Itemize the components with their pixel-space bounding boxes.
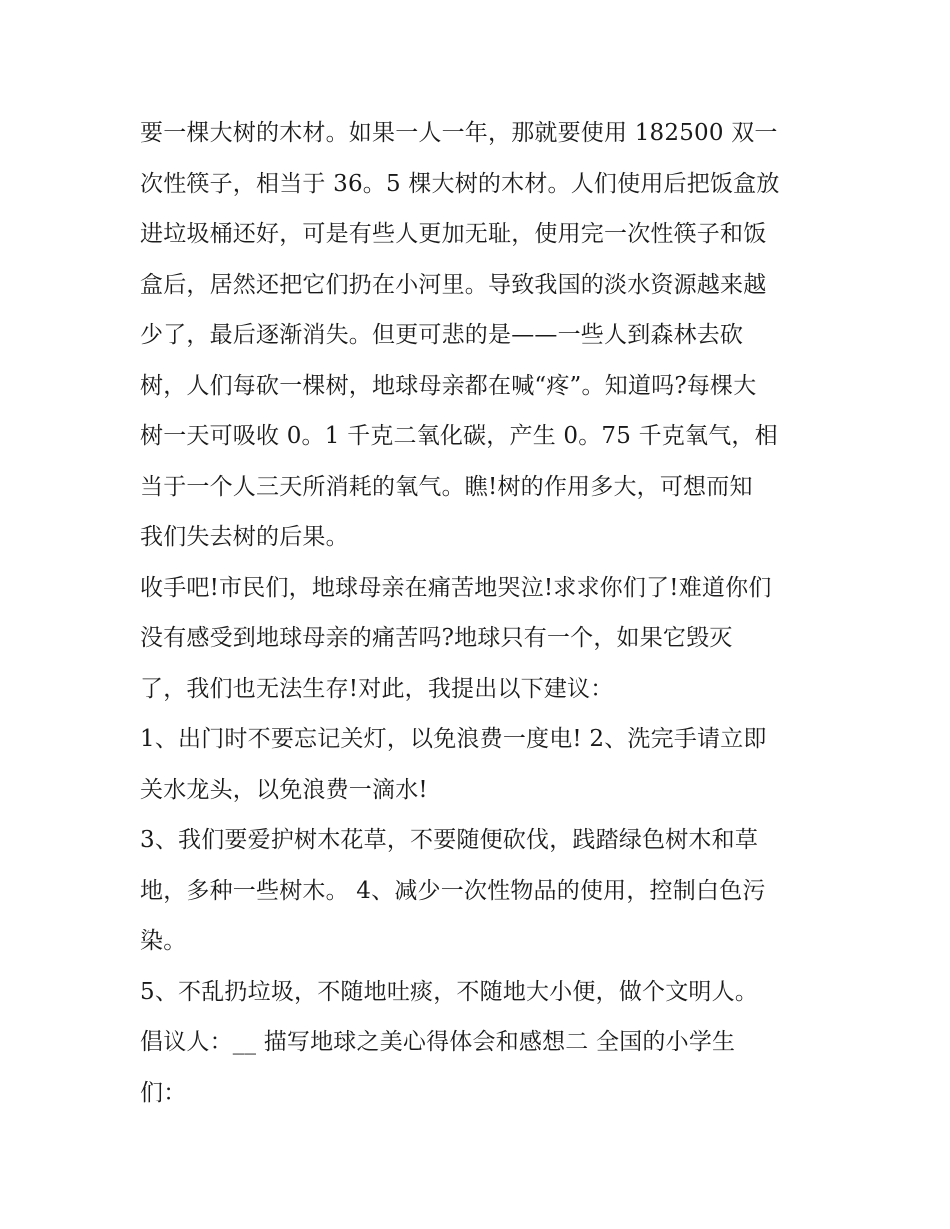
text-line: 树，人们每砍一棵树，地球母亲都在喊“疼”。知道吗?每棵大: [140, 372, 757, 399]
body-text: [140, 108, 820, 1118]
text-line: 次性筷子，相当于 36。5 棵大树的木材。人们使用后把饭盒放: [140, 170, 780, 197]
text-line: 了，我们也无法生存!对此，我提出以下建议：: [140, 675, 614, 702]
text-line: 们：: [140, 1079, 187, 1106]
text-line: 5、不乱扔垃圾，不随地吐痰，不随地大小便，做个文明人。: [140, 978, 759, 1005]
text-line: 进垃圾桶还好，可是有些人更加无耻，使用完一次性筷子和饭: [140, 221, 767, 247]
text-line: 3、我们要爱护树木花草，不要随便砍伐，践踏绿色树木和草: [140, 827, 759, 853]
text-line: 我们失去树的后果。: [140, 524, 349, 550]
text-line: 地，多种一些树木。 4、减少一次性物品的使用，控制白色污: [140, 877, 766, 904]
text-line: 1、出门时不要忘记关灯，以免浪费一度电! 2、洗完手请立即: [140, 726, 767, 752]
text-line: 染。: [140, 928, 187, 954]
text-line: 关水龙头，以免浪费一滴水!: [140, 776, 428, 803]
text-line: 树一天可吸收 0。1 千克二氧化碳，产生 0。75 千克氧气，相: [140, 423, 778, 449]
text-line: 没有感受到地球母亲的痛苦吗?地球只有一个，如果它毁灭: [140, 625, 733, 651]
text-line: 盒后，居然还把它们扔在小河里。导致我国的淡水资源越来越: [140, 271, 767, 298]
text-line: 要一棵大树的木材。如果一人一年，那就要使用 182500 双一: [140, 120, 778, 146]
text-line: 倡议人：__ 描写地球之美心得体会和感想二 全国的小学生: [140, 1029, 736, 1055]
text-line: 当于一个人三天所消耗的氧气。瞧!树的作用多大，可想而知: [140, 473, 753, 500]
text-line: 少了，最后逐渐消失。但更可悲的是——一些人到森林去砍: [140, 322, 744, 348]
text-line: 收手吧!市民们，地球母亲在痛苦地哭泣!求求你们了!难道你们: [140, 574, 772, 601]
